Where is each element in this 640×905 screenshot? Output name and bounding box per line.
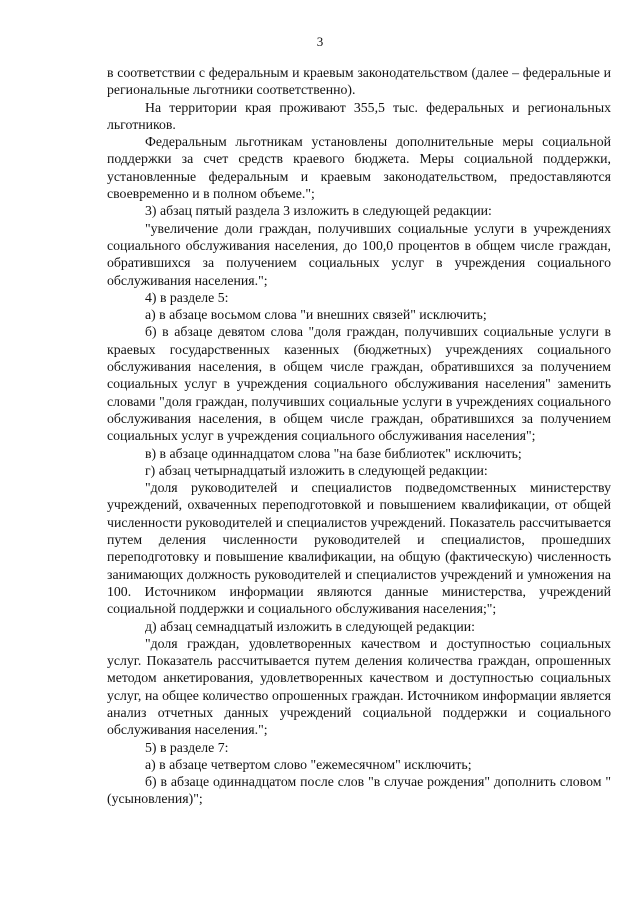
paragraph-item-4d: д) абзац семнадцатый изложить в следующей редакции: xyxy=(145,618,475,634)
paragraph-item-4g-text: "доля руководителей и специалистов подведомственных министерству учреждений, охваченных переподготовкой и повышением квалификации, от общей численности руководителей и специалистов учреждений. Показатель рассчитывается путем деления численности руководителей и специалистов, прошедших переподготовку и повышение квалификации, на общую (фактическую) численность занимающих должность руководителей и специалистов учреждений и умножения на 100. Источником информации являются данные министерства, учреждений социальной поддержки и социального обслуживания населения;"; xyxy=(107,480,611,617)
paragraph-item-4a: а) в абзаце восьмом слова "и внешних связей" исключить; xyxy=(145,307,487,323)
paragraph-item-5b: б) в абзаце одиннадцатом после слов "в случае рождения" дополнить словом "(усыновления)"; xyxy=(107,774,611,807)
paragraph-continuation: в соответствии с федеральным и краевым законодательством (далее – федеральные и региональные льготники соответственно). xyxy=(107,65,611,98)
paragraph-item-5a: а) в абзаце четвертом слово "ежемесячном" исключить; xyxy=(145,756,472,772)
page-number: 3 xyxy=(316,34,324,49)
paragraph-item-4d-text: "доля граждан, удовлетворенных качеством и доступностью социальных услуг. Показатель рассчитывается путем деления количества граждан, опрошенных методом анкетирования, удовлетворенных качеством и доступностью социальных услуг, на общее количество опрошенных граждан. Источником информации является анализ отчетных данных учреждений социальной поддержки и социального обслуживания населения."; xyxy=(107,635,611,738)
paragraph-item-5: 5) в разделе 7: xyxy=(145,739,229,755)
paragraph-item-4v: в) в абзаце одиннадцатом слова "на базе библиотек" исключить; xyxy=(145,445,522,461)
paragraph-beneficiaries-count: На территории края проживают 355,5 тыс. федеральных и региональных льготников. xyxy=(107,99,611,132)
paragraph-support-measures: Федеральным льготникам установлены дополнительные меры социальной поддержки за счет средств краевого бюджета. Меры социальной поддержки, установленные федеральным и краевым законодательством, предоставляются своевременно и в полном объеме."; xyxy=(107,134,611,202)
paragraph-item-4b: б) в абзаце девятом слова "доля граждан, получивших социальные услуги в краевых государственных казенных (бюджетных) учреждениях социального обслуживания населения, в общем числе граждан, обратившихся за получением социальных услуг в учреждения социального обслуживания населения" заменить словами "доля граждан, получивших социальные услуги в учреждениях социального обслуживания населения, в общем числе граждан, обратившихся за получением социальных услуг в учреждения социального обслуживания населения"; xyxy=(107,324,611,444)
paragraph-item-4g: г) абзац четырнадцатый изложить в следующей редакции: xyxy=(145,462,488,478)
paragraph-item-3-text: "увеличение доли граждан, получивших социальные услуги в учреждениях социального обслуживания населения, до 100,0 процентов в общем числе граждан, обратившихся за получением социальных услуг в учреждения социального обслуживания населения."; xyxy=(107,220,611,288)
paragraph-item-3: 3) абзац пятый раздела 3 изложить в следующей редакции: xyxy=(145,203,492,219)
paragraph-item-4: 4) в разделе 5: xyxy=(145,289,229,305)
document-body xyxy=(107,64,611,808)
